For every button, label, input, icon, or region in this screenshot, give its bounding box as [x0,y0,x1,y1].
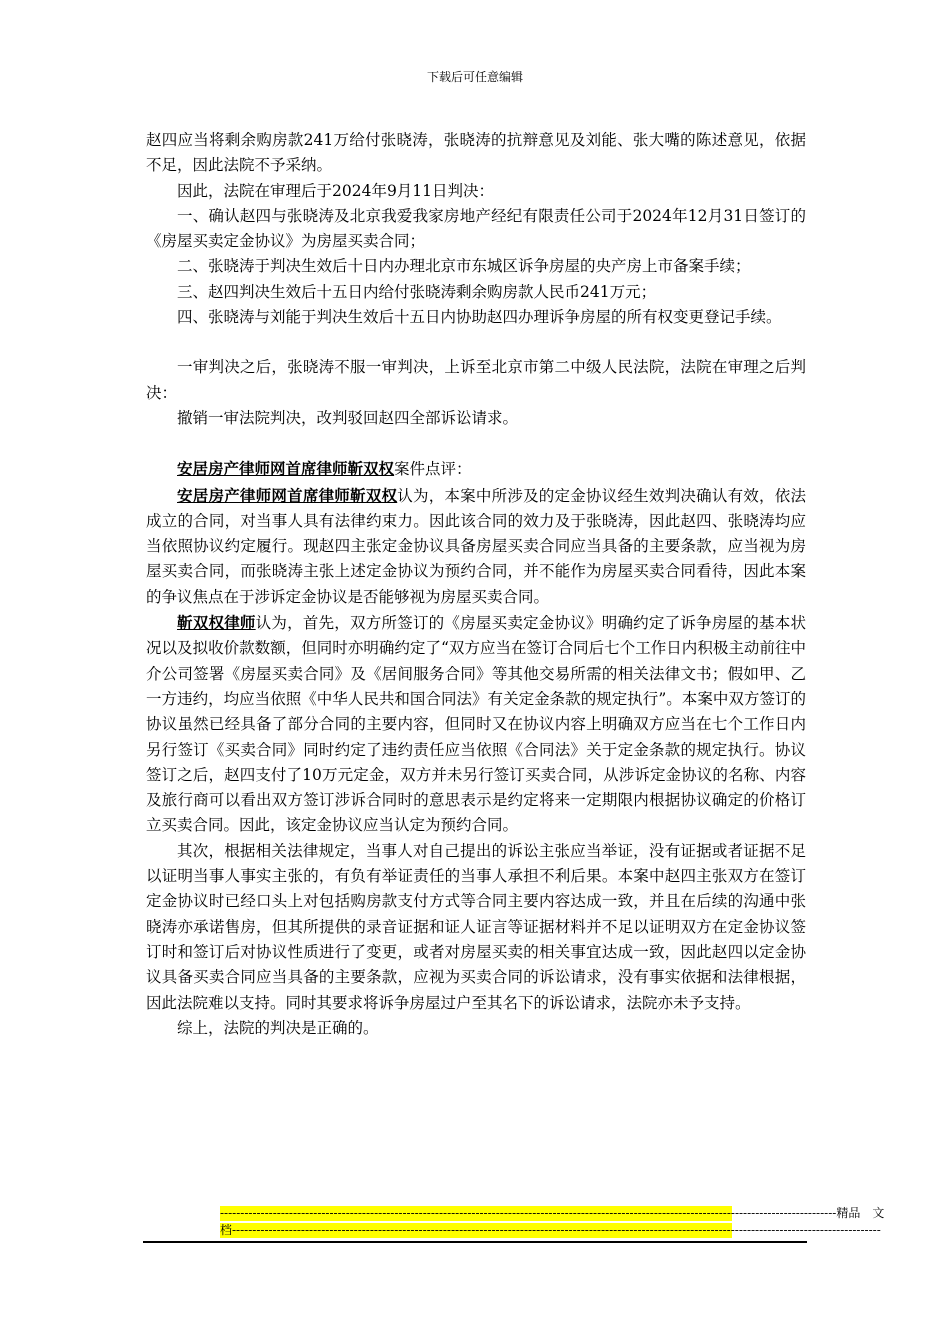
lawyer-name-link[interactable]: 安居房产律师网首席律师靳双权 [177,485,398,505]
judgment-item-3: 三、赵四判决生效后十五日内给付张晓涛剩余购房款人民币241万元； [177,282,657,301]
footer-watermark-line-2: 档---------------------------------------------------------------------------------------------------------------------------------------------------------------- [220,1223,881,1237]
commentary-paragraph-1 [146,483,806,610]
commentary-paragraph-3: 其次，根据相关法律规定，当事人对自己提出的诉讼主张应当举证，没有证据或者证据不足以证明当事人事实主张的，有负有举证责任的当事人承担不利后果。本案中赵四主张双方在签订定金协议时已经口头上对包括购房款支付方式等合同主要内容达成一致，并且在后续的沟通中张晓涛亦承诺售房，但其所提供的录音证据和证人证言等证据材料并不足以证明双方在定金协议签订时和签订后对协议性质进行了变更，或者对房屋买卖的相关事宜达成一致，因此赵四以定金协议具备买卖合同应当具备的主要条款，应视为买卖合同的诉讼请求，没有事实依据和法律根据，因此法院难以支持。同时其要求将诉争房屋过户至其名下的诉讼请求，法院亦未予支持。 [146,841,806,1012]
commentary-heading [146,456,806,482]
paragraph-1: 赵四应当将剩余购房款241万给付张晓涛，张晓涛的抗辩意见及刘能、张大嘴的陈述意见，依据不足，因此法院不予采纳。 [146,131,806,175]
commentary-text: 认为，首先，双方所签订的《房屋买卖定金协议》明确约定了诉争房屋的基本状况以及拟收价款数额，但同时亦明确约定了“双方应当在签订合同后七个工作日内积极主动前往中介公司签署《房屋买卖合同》及《居间服务合同》等其他交易所需的相关法律文书；假如甲、乙一方违约，均应当依照《中华人民共和国合同法》有关定金条款的规定执行”。本案中双方签订的协议虽然已经具备了部分合同的主要内容，但同时又在协议内容上明确双方应当在七个工作日内另行签订《买卖合同》同时约定了违约责任应当依照《合同法》关于定金条款的规定执行。协议签订之后，赵四支付了10万元定金，双方并未另行签订买卖合同，从涉诉定金协议的名称、内容及旅行商可以看出双方签订涉诉合同时的意思表示是约定将来一定期限内根据协议确定的价格订立买卖合同。因此，该定金协议应当认定为预约合同。 [146,614,806,835]
page-header: 下载后可任意编辑 [426,70,523,84]
spacer [146,431,806,456]
judgment-item-1: 一、确认赵四与张晓涛及北京我爱我家房地产经纪有限责任公司于2024年12月31日签订的《房屋买卖定金协议》为房屋买卖合同； [146,206,806,251]
spacer [146,330,806,355]
judgment-item-2: 二、张晓涛于判决生效后十日内办理北京市东城区诉争房屋的央产房上市备案手续； [177,257,751,276]
commentary-heading-text: 案件点评： [394,460,472,479]
paragraph-2: 因此，法院在审理后于2024年9月11日判决： [177,181,495,200]
footer-divider [143,1241,807,1243]
judgment-item-4: 四、张晓涛与刘能于判决生效后十五日内协助赵四办理诉争房屋的所有权变更登记手续。 [177,308,782,327]
appeal-result: 撤销一审法院判决，改判驳回赵四全部诉讼请求。 [177,408,519,427]
commentary-paragraph-2 [146,610,806,839]
document-body [146,128,806,1041]
conclusion-paragraph: 综上，法院的判决是正确的。 [177,1018,379,1037]
commentary-text: 认为，本案中所涉及的定金协议经生效判决确认有效，依法成立的合同，对当事人具有法律约束力。因此该合同的效力及于张晓涛，因此赵四、张晓涛均应当依照协议约定履行。现赵四主张定金协议具备房屋买卖合同应当具备的主要条款，应当视为房屋买卖合同，而张晓涛主张上述定金协议为预约合同，并不能作为房屋买卖合同看待，因此本案的争议焦点在于涉诉定金协议是否能够视为房屋买卖合同。 [146,486,806,606]
lawyer-name-link[interactable]: 安居房产律师网首席律师靳双权 [177,459,395,479]
appeal-paragraph: 一审判决之后，张晓涛不服一审判决，上诉至北京市第二中级人民法院，法院在审理之后判决： [146,358,806,402]
footer-watermark-line-1: --------------------------------------------------------------------------------------------------------------------------------------------------------精品 文 [220,1206,885,1220]
lawyer-name-link[interactable]: 靳双权律师 [177,613,256,633]
